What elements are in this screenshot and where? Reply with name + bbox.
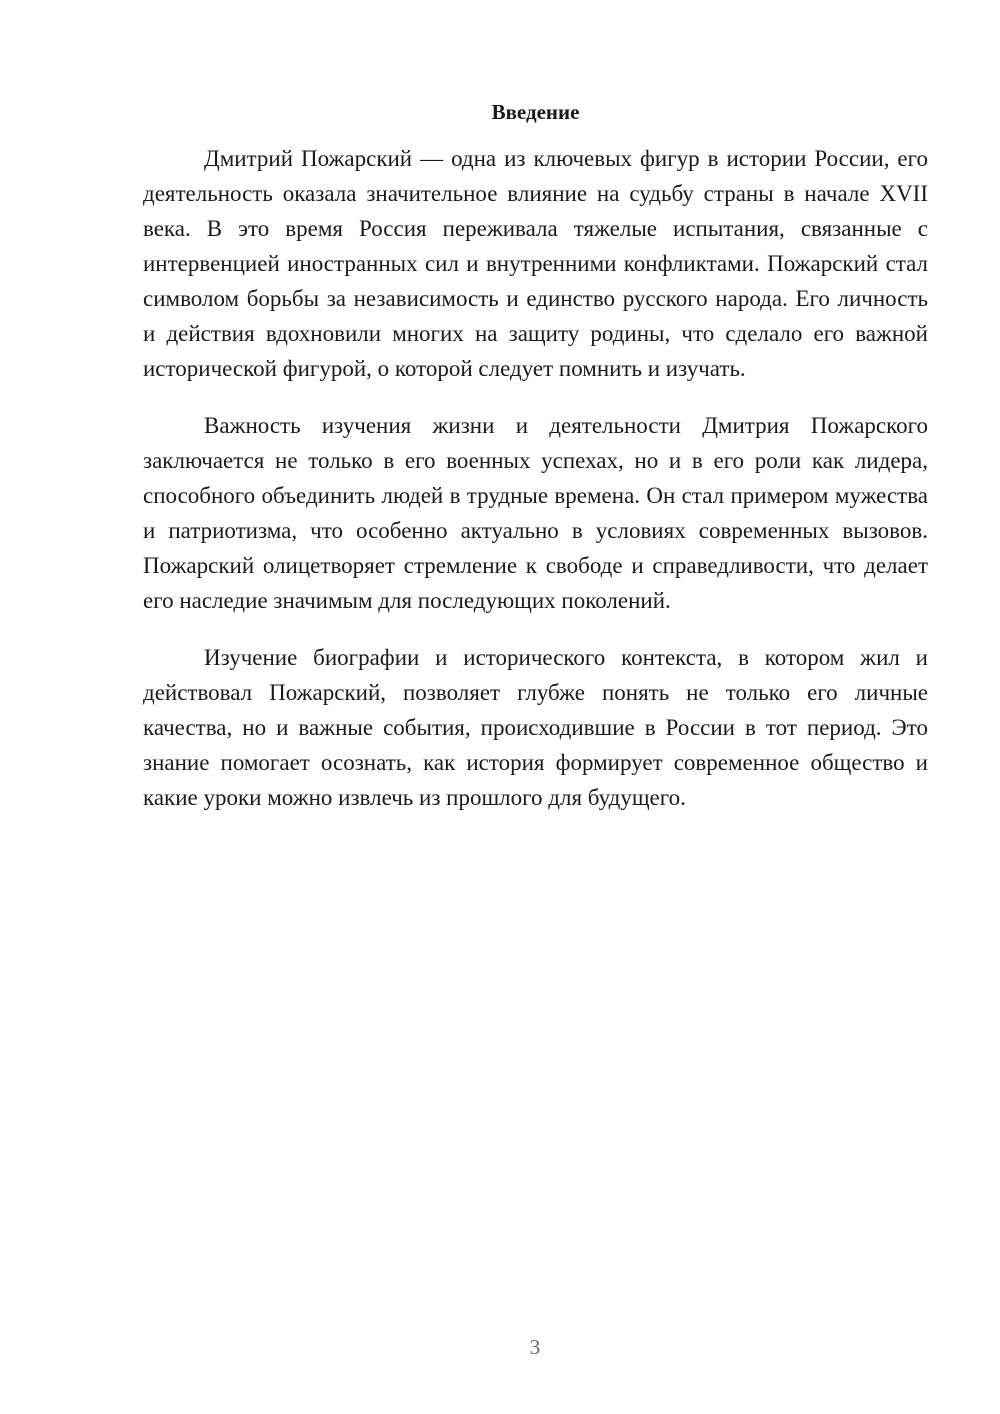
paragraph-1: Дмитрий Пожарский — одна из ключевых фигур в истории России, его деятельность оказала значительное влияние на судьбу страны в начале XVII века. В это время Россия переживала тяжелые испытания, связанные с интервенцией иностранных сил и внутренними конфликтами. Пожарский стал символом борьбы за независимость и единство русского народа. Его личность и действия вдохновили многих на защиту родины, что сделало его важной исторической фигурой, о которой следует помнить и изучать. xyxy=(143,146,928,381)
body-text xyxy=(143,141,928,837)
page-number: 3 xyxy=(529,1335,541,1359)
paragraph-2: Важность изучения жизни и деятельности Дмитрия Пожарского заключается не только в его военных успехах, но и в его роли как лидера, способного объединить людей в трудные времена. Он стал примером мужества и патриотизма, что особенно актуально в условиях современных вызовов. Пожарский олицетворяет стремление к свободе и справедливости, что делает его наследие значимым для последующих поколений. xyxy=(143,413,928,613)
section-heading: Введение xyxy=(491,100,580,124)
paragraph-3: Изучение биографии и исторического контекста, в котором жил и действовал Пожарский, позволяет глубже понять не только его личные качества, но и важные события, происходившие в России в тот период. Это знание помогает осознать, как история формирует современное общество и какие уроки можно извлечь из прошлого для будущего. xyxy=(143,645,928,810)
